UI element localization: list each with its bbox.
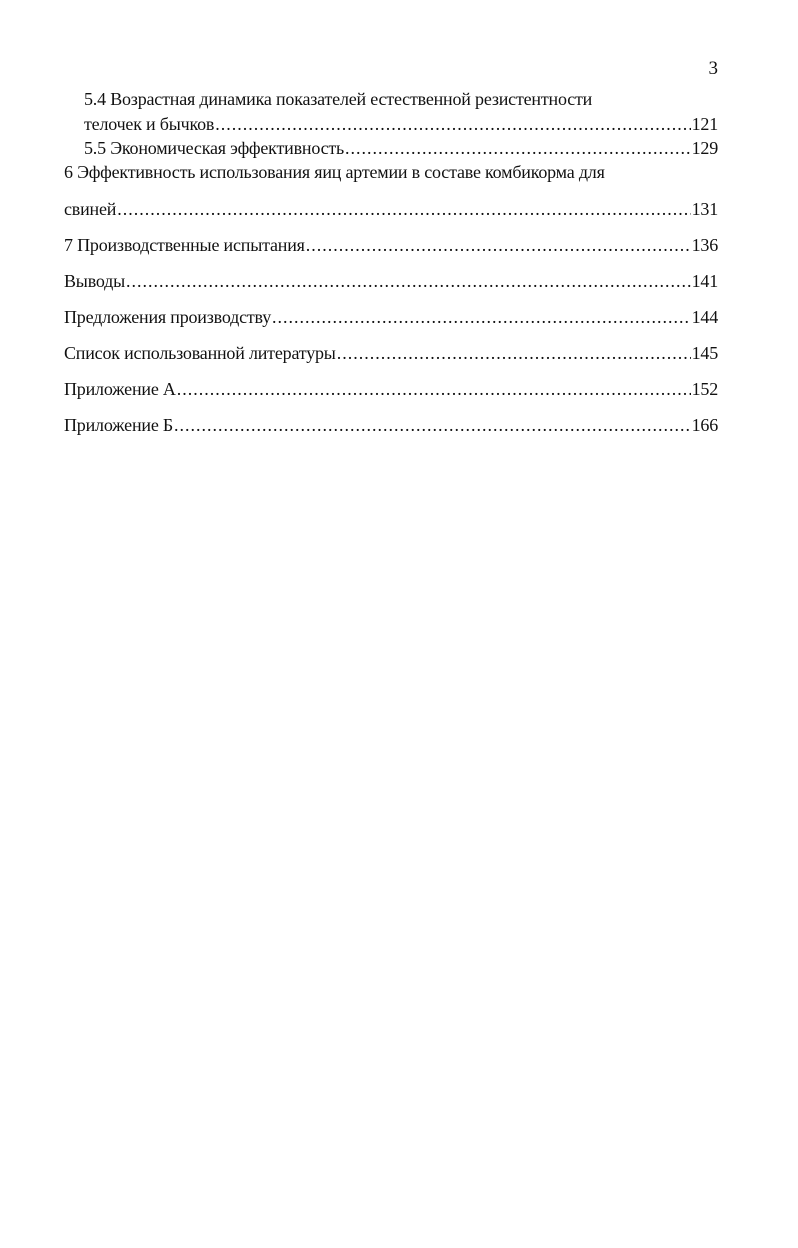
toc-entry-5-4[interactable] (84, 113, 718, 135)
toc-entry-text: 6 Эффективность использования яиц артемии в составе комбикорма для (64, 162, 605, 182)
dot-leader (177, 378, 691, 400)
page-number: 3 (708, 58, 718, 79)
toc-page-number: 121 (691, 114, 718, 134)
toc-entry-5-5[interactable] (84, 137, 718, 159)
toc-page-number: 166 (691, 415, 718, 435)
toc-entry-appendix-b[interactable] (64, 414, 718, 436)
toc-entry-text: свиней (64, 199, 117, 219)
dot-leader (306, 234, 691, 256)
toc-entry-7[interactable] (64, 234, 718, 256)
toc-page-number: 131 (691, 199, 718, 219)
toc-entry-text: 5.5 Экономическая эффективность (84, 138, 345, 158)
toc-page-number: 141 (691, 271, 718, 291)
toc-entry-references[interactable] (64, 342, 718, 364)
toc-entry-text: 5.4 Возрастная динамика показателей естественной резистентности (84, 89, 593, 109)
toc-entry-text: Приложение А (64, 379, 176, 399)
toc-entry-text: телочек и бычков (84, 114, 215, 134)
toc-entry-text: Выводы (64, 271, 126, 291)
dot-leader (126, 270, 691, 292)
dot-leader (345, 137, 691, 159)
toc-entry-appendix-a[interactable] (64, 378, 718, 400)
toc-page-number: 145 (691, 343, 718, 363)
toc-entry-text: Предложения производству (64, 307, 272, 327)
toc-entry-6-line1 (64, 161, 718, 183)
toc-entry-6[interactable] (64, 198, 718, 220)
toc-entry-text: Список использованной литературы (64, 343, 336, 363)
toc-page-number: 144 (691, 307, 718, 327)
dot-leader (272, 306, 691, 328)
toc-entry-conclusions[interactable] (64, 270, 718, 292)
toc-entry-5-4-line1 (84, 88, 718, 110)
dot-leader (174, 414, 691, 436)
dot-leader (117, 198, 690, 220)
dot-leader (337, 342, 691, 364)
toc-page-number: 129 (691, 138, 718, 158)
toc-entry-proposals[interactable] (64, 306, 718, 328)
toc-page-number: 152 (691, 379, 718, 399)
toc-entry-text: Приложение Б (64, 415, 174, 435)
dot-leader (215, 113, 690, 135)
toc-page-number: 136 (691, 235, 718, 255)
toc-entry-text: 7 Производственные испытания (64, 235, 305, 255)
